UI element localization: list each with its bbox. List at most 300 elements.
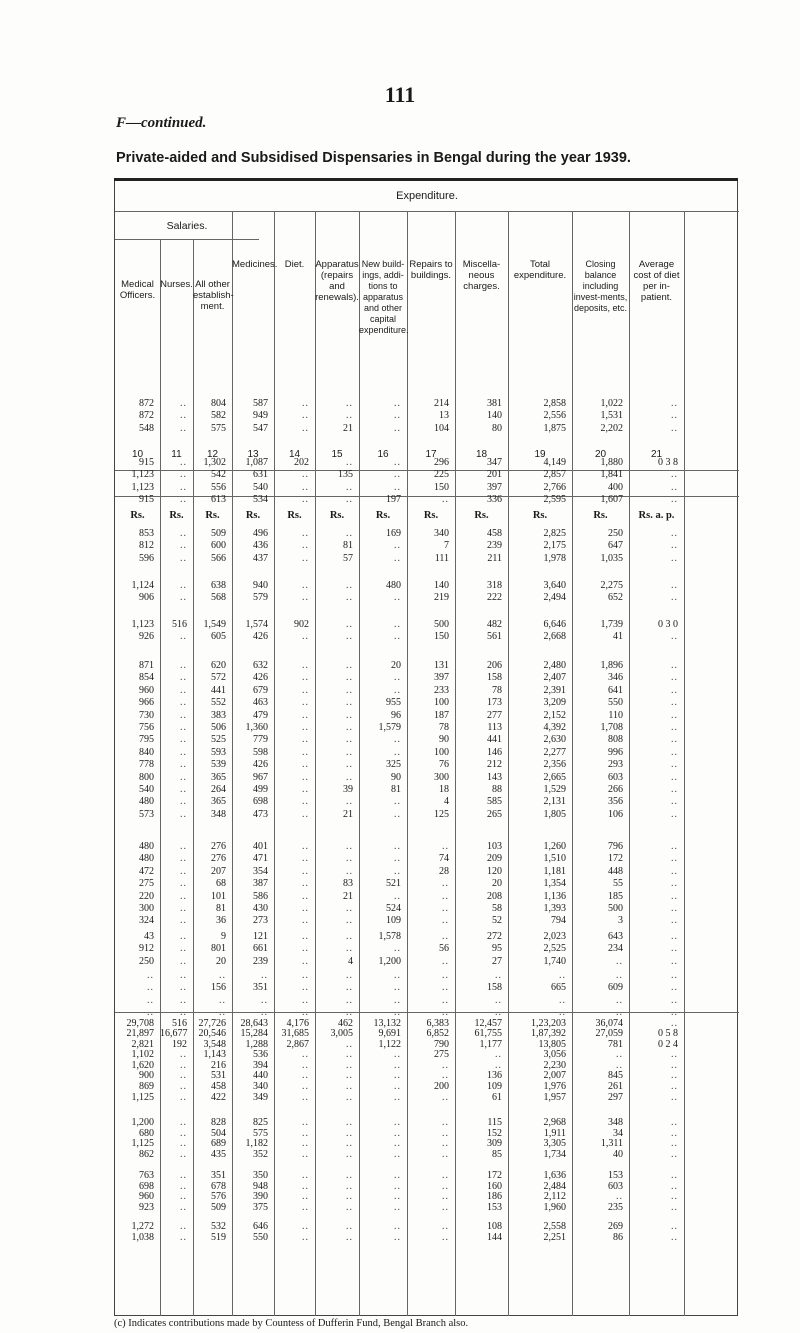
table-cell: .. [346, 903, 353, 914]
table-cell: 2,668 [543, 631, 566, 643]
table-cell: 960 [139, 1191, 154, 1203]
table-cell: .. [346, 697, 353, 709]
table-cell: 516 [172, 619, 187, 630]
table-cell: 351 [253, 982, 268, 994]
column-number: 17 [425, 449, 437, 460]
table-cell: 1,260 [543, 841, 566, 852]
table-cell: 781 [608, 1038, 623, 1050]
table-cell: .. [302, 796, 309, 808]
table-cell: 143 [487, 771, 502, 783]
table-cell: 547 [253, 422, 268, 434]
table-cell: .. [302, 1070, 309, 1082]
table-cell: .. [346, 1180, 353, 1192]
table-cell: 265 [487, 808, 502, 820]
table-cell: .. [442, 955, 449, 967]
table-cell: .. [671, 1127, 678, 1139]
table-cell: 872 [139, 410, 154, 422]
table-cell: 2,407 [543, 672, 566, 684]
table-cell: .. [671, 970, 678, 981]
table-cell: 36 [216, 915, 226, 927]
table-cell: .. [302, 469, 309, 481]
table-cell: .. [302, 709, 309, 721]
table-cell: 153 [487, 1201, 502, 1213]
table-cell: .. [302, 398, 309, 409]
table-cell: .. [671, 734, 678, 746]
table-cell: 277 [487, 709, 502, 721]
table-cell: 1,354 [543, 878, 566, 890]
table-cell: 276 [211, 853, 226, 865]
table-cell: 1,978 [543, 552, 566, 564]
table-cell: 207 [211, 865, 226, 877]
table-cell: 620 [211, 660, 226, 671]
table-cell: .. [394, 1091, 401, 1103]
table-cell: 698 [139, 1180, 154, 1192]
column-header: Average cost of diet per in-patient. [633, 259, 680, 303]
table-cell: 568 [211, 592, 226, 604]
table-cell: 273 [253, 915, 268, 927]
table-cell: .. [180, 410, 187, 422]
table-cell: 426 [253, 631, 268, 643]
table-cell: 1,122 [378, 1038, 401, 1050]
table-cell: 300 [139, 903, 154, 914]
table-cell: .. [302, 771, 309, 783]
table-cell: .. [394, 1007, 401, 1019]
table-cell: .. [180, 853, 187, 865]
page-number: 111 [384, 82, 416, 107]
table-cell: 100 [434, 697, 449, 709]
table-cell: 21,897 [126, 1028, 154, 1039]
table-cell: .. [394, 943, 401, 955]
table-cell: 542 [211, 469, 226, 481]
table-cell: 21 [343, 422, 353, 434]
table-cell: 448 [608, 865, 623, 877]
table-cell: 430 [253, 903, 268, 914]
table-cell: 3,548 [203, 1038, 226, 1050]
table-cell: .. [394, 982, 401, 994]
table-cell: .. [180, 697, 187, 709]
table-cell: .. [346, 709, 353, 721]
table-cell: 2,275 [600, 580, 623, 591]
table-cell: 222 [487, 592, 502, 604]
table-cell: 548 [139, 422, 154, 434]
table-cell: 2,023 [543, 931, 566, 942]
table-cell: 101 [211, 890, 226, 902]
table-cell: 1,125 [131, 1138, 154, 1150]
table-cell: .. [346, 1007, 353, 1019]
table-cell: .. [442, 1091, 449, 1103]
table-cell: .. [180, 771, 187, 783]
table-cell: 400 [608, 481, 623, 493]
table-cell: .. [671, 746, 678, 758]
table-cell: 0 3 8 [658, 457, 678, 468]
unit-label: Rs. [287, 510, 302, 521]
table-cell: .. [180, 540, 187, 552]
table-cell: .. [302, 734, 309, 746]
table-cell: .. [180, 398, 187, 409]
table-cell: .. [180, 1221, 187, 1232]
table-cell: .. [180, 878, 187, 890]
table-cell: 81 [216, 903, 226, 914]
table-cell: 2,665 [543, 771, 566, 783]
table-cell: .. [180, 552, 187, 564]
table-cell: .. [394, 1221, 401, 1232]
table-cell: .. [180, 631, 187, 643]
table-cell: 261 [608, 1081, 623, 1092]
table-cell: .. [180, 481, 187, 493]
table-cell: 2,152 [543, 709, 566, 721]
table-cell: .. [180, 684, 187, 696]
table-cell: 479 [253, 709, 268, 721]
table-cell: 13,805 [538, 1038, 566, 1050]
table-cell: 172 [608, 853, 623, 865]
table-cell: 340 [253, 1081, 268, 1092]
table-cell: 1,976 [543, 1081, 566, 1092]
table-cell: .. [442, 931, 449, 942]
table-cell: .. [261, 1007, 268, 1019]
table-cell: 579 [253, 592, 268, 604]
table-cell: .. [147, 970, 154, 981]
table-cell: 2,230 [543, 1059, 566, 1071]
table-cell: 216 [211, 1059, 226, 1071]
table-cell: .. [394, 672, 401, 684]
table-cell: .. [671, 552, 678, 564]
table-cell: .. [671, 994, 678, 1006]
table-cell: .. [302, 1091, 309, 1103]
total-cell: 29,708 [126, 1018, 154, 1029]
table-cell: 600 [211, 540, 226, 552]
table-cell: 678 [211, 1180, 226, 1192]
table-cell: 940 [253, 580, 268, 591]
table-cell: 1,805 [543, 808, 566, 820]
table-cell: 41 [613, 631, 623, 643]
table-cell: .. [346, 865, 353, 877]
table-cell: 1,880 [600, 457, 623, 468]
table-cell: .. [394, 592, 401, 604]
table-cell: .. [180, 808, 187, 820]
table-cell: 150 [434, 631, 449, 643]
table-cell: 966 [139, 697, 154, 709]
total-cell: 516 [172, 1018, 187, 1029]
total-cell: .. [671, 1018, 678, 1029]
table-cell: 923 [139, 1201, 154, 1213]
table-cell: .. [671, 1007, 678, 1019]
table-cell: 387 [253, 878, 268, 890]
table-cell: .. [346, 1231, 353, 1243]
table-cell: .. [180, 494, 187, 506]
table-cell: 6,646 [543, 619, 566, 630]
table-cell: 325 [386, 759, 401, 771]
table-cell: .. [180, 1170, 187, 1181]
table-cell: 1,531 [600, 410, 623, 422]
table-cell: 234 [608, 943, 623, 955]
table-cell: 103 [487, 841, 502, 852]
table-cell: .. [180, 982, 187, 994]
table-cell: .. [671, 1049, 678, 1061]
table-cell: .. [302, 672, 309, 684]
unit-label: Rs. [532, 510, 548, 521]
table-cell: 96 [391, 709, 401, 721]
column-number: 13 [247, 449, 259, 460]
table-cell: 381 [487, 398, 502, 409]
table-cell: 4 [444, 796, 449, 808]
table-cell: 575 [211, 422, 226, 434]
table-cell: .. [671, 1148, 678, 1160]
table-cell: 397 [487, 481, 502, 493]
table-cell: 808 [608, 734, 623, 746]
table-cell: .. [559, 994, 566, 1006]
table-cell: .. [180, 943, 187, 955]
table-cell: .. [219, 1007, 226, 1019]
table-cell: .. [394, 970, 401, 981]
unit-label: Rs. [169, 510, 184, 521]
table-cell: .. [180, 970, 187, 981]
table-cell: 28 [439, 865, 449, 877]
column-number: 21 [650, 449, 663, 460]
table-cell: 853 [139, 528, 154, 539]
table-cell: .. [302, 1138, 309, 1150]
table-cell: 1,875 [543, 422, 566, 434]
table-cell: 631 [253, 469, 268, 481]
table-cell: .. [442, 1221, 449, 1232]
table-cell: .. [671, 853, 678, 865]
table-cell: 95 [492, 943, 502, 955]
table-cell: 394 [253, 1059, 268, 1071]
table-cell: .. [180, 1117, 187, 1128]
table-cell: 4,149 [543, 457, 566, 468]
table-cell: 2,558 [543, 1221, 566, 1232]
table-cell: .. [346, 1091, 353, 1103]
column-number: 20 [594, 449, 607, 460]
table-cell: 125 [434, 808, 449, 820]
table-cell: 43 [144, 931, 154, 942]
table-cell: 480 [139, 841, 154, 852]
table-cell: .. [346, 672, 353, 684]
table-cell: 348 [608, 1117, 623, 1128]
column-header: Nurses. [160, 279, 193, 290]
table-cell: 509 [211, 1201, 226, 1213]
table-cell: .. [394, 1070, 401, 1082]
table-cell: .. [671, 422, 678, 434]
table-cell: 593 [211, 746, 226, 758]
table-cell: 1,360 [245, 722, 268, 733]
table-cell: 1,125 [131, 1091, 154, 1103]
table-cell: 1,636 [543, 1170, 566, 1181]
table-cell: .. [302, 540, 309, 552]
table-cell: 80 [492, 422, 502, 434]
table-cell: .. [180, 660, 187, 671]
table-cell: 926 [139, 631, 154, 643]
table-cell: .. [180, 784, 187, 795]
table-cell: .. [346, 759, 353, 771]
table-cell: 13 [439, 410, 449, 422]
table-cell: 1,87,392 [531, 1028, 566, 1039]
table-cell: 550 [608, 697, 623, 709]
table-cell: .. [180, 734, 187, 746]
table-cell: 1,579 [378, 722, 401, 733]
table-cell: 426 [253, 759, 268, 771]
table-cell: .. [671, 982, 678, 994]
table-cell: 1,181 [543, 865, 566, 877]
table-cell: .. [394, 746, 401, 758]
table-cell: .. [346, 1059, 353, 1071]
table-cell: 356 [608, 796, 623, 808]
table-cell: 9 [221, 931, 226, 942]
table-cell: .. [180, 1127, 187, 1139]
column-number: 12 [206, 449, 219, 460]
table-cell: 352 [253, 1148, 268, 1160]
table-cell: 78 [439, 722, 449, 733]
table-cell: 220 [139, 890, 154, 902]
table-cell: .. [302, 697, 309, 709]
table-cell: .. [180, 1059, 187, 1071]
table-cell: .. [671, 878, 678, 890]
table-cell: 587 [253, 398, 268, 409]
table-cell: .. [302, 1221, 309, 1232]
table-cell: 1,896 [600, 660, 623, 671]
table-cell: 0 5 8 [658, 1028, 678, 1039]
table-cell: 250 [139, 955, 154, 967]
table-cell: 275 [434, 1049, 449, 1061]
table-cell: 539 [211, 759, 226, 771]
table-cell: 350 [253, 1170, 268, 1181]
table-cell: 2,391 [543, 684, 566, 696]
table-cell: 561 [487, 631, 502, 643]
table-cell: 519 [211, 1231, 226, 1243]
table-cell: 500 [608, 903, 623, 914]
table-cell: .. [180, 709, 187, 721]
table-cell: .. [346, 631, 353, 643]
total-cell: 462 [338, 1018, 353, 1029]
column-header: Medical Officers. [119, 279, 156, 301]
table-cell: .. [616, 994, 623, 1006]
table-cell: 1,200 [378, 955, 401, 967]
table-cell: .. [442, 841, 449, 852]
unit-label: Rs. [474, 510, 489, 521]
table-cell: 2,494 [543, 592, 566, 604]
table-cell: .. [302, 1049, 309, 1061]
table-cell: .. [180, 1191, 187, 1203]
table-cell: .. [671, 697, 678, 709]
table-cell: .. [671, 1180, 678, 1192]
table-cell: 81 [343, 540, 353, 552]
table-cell: 383 [211, 709, 226, 721]
table-cell: 534 [253, 494, 268, 506]
table-cell: 0 3 0 [658, 619, 678, 630]
table-cell: 3,056 [543, 1049, 566, 1061]
table-cell: 1,038 [131, 1231, 154, 1243]
table-cell: 2,630 [543, 734, 566, 746]
table-cell: .. [147, 994, 154, 1006]
table-cell: .. [180, 931, 187, 942]
table-cell: .. [302, 982, 309, 994]
table-cell: 756 [139, 722, 154, 733]
table-cell: 6,852 [426, 1028, 449, 1039]
table-cell: 440 [253, 1070, 268, 1082]
table-cell: 763 [139, 1170, 154, 1181]
table-cell: 39 [343, 784, 353, 795]
table-cell: 74 [439, 853, 449, 865]
table-cell: 158 [487, 672, 502, 684]
total-cell: 4,176 [286, 1018, 309, 1029]
column-number: 15 [331, 449, 343, 460]
table-cell: 2,867 [286, 1038, 309, 1050]
table-cell: .. [671, 865, 678, 877]
table-cell: 1,022 [600, 398, 623, 409]
table-cell: .. [442, 1191, 449, 1203]
table-cell: 2,766 [543, 481, 566, 493]
table-cell: 158 [487, 982, 502, 994]
table-cell: .. [302, 410, 309, 422]
footnote: (c) Indicates contributions made by Countess of Dufferin Fund, Bengal Branch also. [114, 1318, 469, 1329]
column-header: All other establish-ment. [193, 279, 234, 312]
table-cell: 3,640 [543, 580, 566, 591]
table-cell: .. [180, 1049, 187, 1061]
table-cell: 550 [253, 1231, 268, 1243]
table-cell: .. [671, 660, 678, 671]
table-cell: .. [302, 746, 309, 758]
table-cell: 436 [253, 540, 268, 552]
table-cell: .. [442, 970, 449, 981]
table-cell: 68 [216, 878, 226, 890]
table-cell: 78 [492, 684, 502, 696]
table-cell: 219 [434, 592, 449, 604]
table-cell: .. [394, 865, 401, 877]
table-cell: .. [302, 759, 309, 771]
table-cell: 109 [386, 915, 401, 927]
divider [115, 211, 739, 212]
table-cell: .. [346, 619, 353, 630]
table-cell: .. [442, 1148, 449, 1160]
table-cell: 575 [253, 1127, 268, 1139]
table-cell: 18 [439, 784, 449, 795]
table-cell: .. [671, 1059, 678, 1071]
table-cell: .. [302, 1170, 309, 1181]
table-cell: .. [671, 672, 678, 684]
table-cell: .. [671, 592, 678, 604]
table-cell: 235 [608, 1201, 623, 1213]
table-cell: 20 [391, 660, 401, 671]
table-cell: 812 [139, 540, 154, 552]
table-cell: .. [180, 994, 187, 1006]
table-cell: 603 [608, 771, 623, 783]
table-cell: 496 [253, 528, 268, 539]
table-cell: .. [302, 481, 309, 493]
table-cell: 354 [253, 865, 268, 877]
table-cell: 2,857 [543, 469, 566, 481]
table-cell: .. [180, 592, 187, 604]
table-cell: .. [671, 841, 678, 852]
table-cell: 172 [487, 1170, 502, 1181]
table-cell: .. [394, 808, 401, 820]
table-cell: .. [394, 1127, 401, 1139]
table-cell: 214 [434, 398, 449, 409]
table-cell: 293 [608, 759, 623, 771]
table-cell: 90 [439, 734, 449, 746]
table-cell: 698 [253, 796, 268, 808]
table-cell: 1,102 [131, 1049, 154, 1061]
table-cell: 109 [487, 1081, 502, 1092]
table-cell: 566 [211, 552, 226, 564]
table-cell: 1,136 [543, 890, 566, 902]
table-cell: .. [180, 1231, 187, 1243]
table-cell: 426 [253, 672, 268, 684]
table-cell: 2,525 [543, 943, 566, 955]
table-cell: 397 [434, 672, 449, 684]
table-cell: 144 [487, 1231, 502, 1243]
table-cell: .. [302, 955, 309, 967]
table-cell: .. [671, 1070, 678, 1082]
table-cell: .. [302, 853, 309, 865]
